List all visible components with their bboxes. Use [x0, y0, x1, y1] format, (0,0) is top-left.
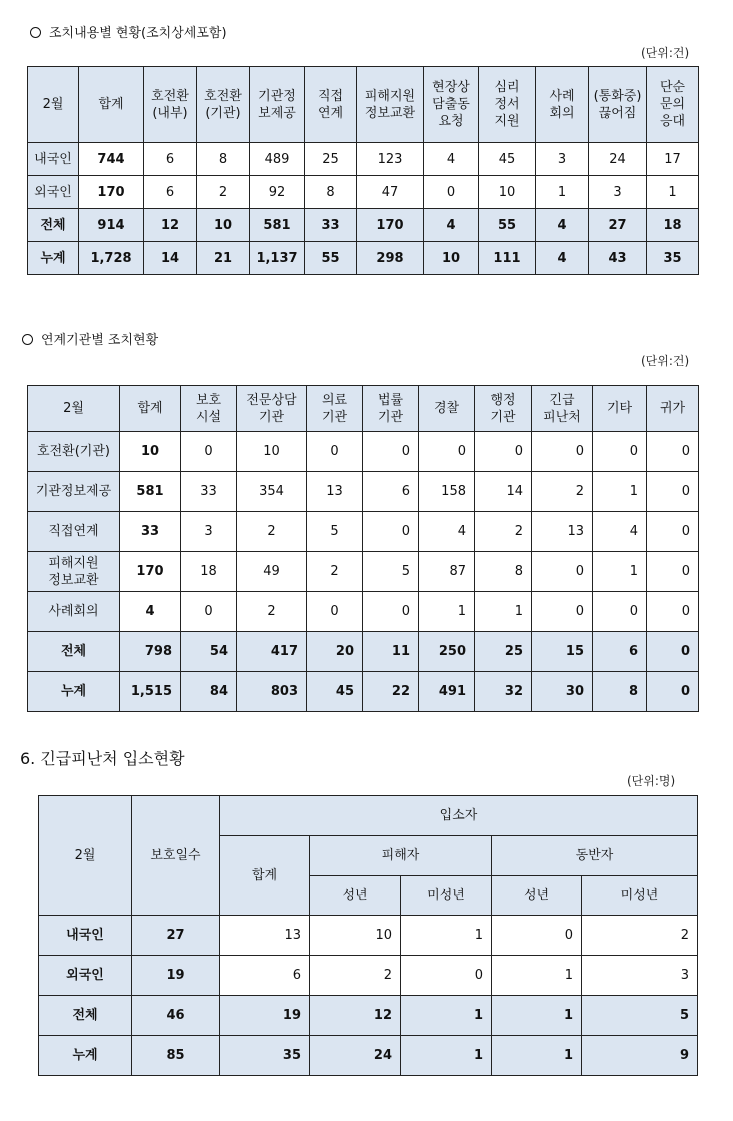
row-label: 내국인 [39, 916, 132, 956]
table-row [39, 956, 698, 996]
table-cell: 0 [363, 592, 419, 632]
table-cell: 2 [532, 472, 593, 512]
table-cell: 4 [424, 143, 479, 176]
cell-total: 744 [79, 143, 144, 176]
table-row [28, 592, 699, 632]
cell-total: 170 [120, 552, 181, 592]
circle-bullet-icon [22, 334, 33, 345]
table-cell: 2 [307, 552, 363, 592]
table-cell: 581 [250, 209, 305, 242]
table-cell: 354 [237, 472, 307, 512]
table-cell: 1 [536, 176, 589, 209]
table-cell: 417 [237, 632, 307, 672]
header-month: 2월 [28, 67, 79, 143]
header-agency-info: 기관정 보제공 [250, 67, 305, 143]
table-cell: 0 [647, 512, 699, 552]
header-emergency-shelter: 긴급 피난처 [532, 386, 593, 432]
section3-unit: (단위:명) [627, 774, 676, 788]
row-label: 외국인 [39, 956, 132, 996]
header-protection-days: 보호일수 [132, 796, 220, 916]
section2-title: 연계기관별 조치현황 [22, 329, 158, 348]
header-disconnected: (통화중) 끊어짐 [589, 67, 647, 143]
cell-days: 46 [132, 996, 220, 1036]
table-cell: 22 [363, 672, 419, 712]
table-cell: 491 [419, 672, 475, 712]
table-cell: 1 [492, 996, 582, 1036]
header-return-home: 귀가 [647, 386, 699, 432]
header-medical: 의료 기관 [307, 386, 363, 432]
table-cell: 33 [305, 209, 357, 242]
table-cell: 19 [220, 996, 310, 1036]
table-cell: 2 [475, 512, 532, 552]
table-cell: 25 [305, 143, 357, 176]
table-cell: 0 [307, 592, 363, 632]
header-counseling: 전문상담 기관 [237, 386, 307, 432]
header-other: 기타 [593, 386, 647, 432]
table-row [39, 1036, 698, 1076]
table-cell: 1 [475, 592, 532, 632]
row-label: 전체 [28, 632, 120, 672]
cell-total: 1,728 [79, 242, 144, 275]
table-cell: 14 [475, 472, 532, 512]
table-cell: 1 [401, 996, 492, 1036]
table-cell: 54 [181, 632, 237, 672]
table-cell: 0 [647, 632, 699, 672]
table-cell: 489 [250, 143, 305, 176]
header-case-meeting: 사례 회의 [536, 67, 589, 143]
row-label: 기관정보제공 [28, 472, 120, 512]
cell-days: 85 [132, 1036, 220, 1076]
circle-bullet-icon [30, 27, 41, 38]
table-cell: 35 [647, 242, 699, 275]
cell-total: 1,515 [120, 672, 181, 712]
header-admitted-total: 합계 [220, 836, 310, 916]
table-row [28, 242, 699, 275]
row-label: 누계 [28, 242, 79, 275]
table-cell: 13 [532, 512, 593, 552]
table-row [28, 143, 699, 176]
table-cell: 55 [305, 242, 357, 275]
table-row [28, 176, 699, 209]
header-field-dispatch: 현장상 담출동 요청 [424, 67, 479, 143]
table-cell: 6 [220, 956, 310, 996]
table-cell: 12 [144, 209, 197, 242]
table-cell: 13 [220, 916, 310, 956]
row-label: 호전환(기관) [28, 432, 120, 472]
table-cell: 0 [492, 916, 582, 956]
table-cell: 18 [181, 552, 237, 592]
header-companion-adult: 성년 [492, 876, 582, 916]
table-cell: 11 [363, 632, 419, 672]
table-row [28, 512, 699, 552]
header-victim: 피해자 [310, 836, 492, 876]
cell-total: 4 [120, 592, 181, 632]
table-cell: 13 [307, 472, 363, 512]
table-cell: 0 [647, 672, 699, 712]
table-header-row [39, 796, 698, 836]
table-cell: 2 [237, 592, 307, 632]
cell-total: 914 [79, 209, 144, 242]
table-cell: 2 [237, 512, 307, 552]
table-cell: 0 [419, 432, 475, 472]
table-cell: 158 [419, 472, 475, 512]
header-victim-adult: 성년 [310, 876, 401, 916]
table-cell: 1 [492, 1036, 582, 1076]
table-cell: 0 [181, 432, 237, 472]
cell-days: 19 [132, 956, 220, 996]
table-cell: 33 [181, 472, 237, 512]
table-cell: 5 [363, 552, 419, 592]
table-cell: 1 [401, 916, 492, 956]
table-cell: 20 [307, 632, 363, 672]
table-cell: 9 [582, 1036, 698, 1076]
header-admin: 행정 기관 [475, 386, 532, 432]
table-cell: 0 [401, 956, 492, 996]
table-cell: 0 [593, 592, 647, 632]
table-cell: 1 [647, 176, 699, 209]
table-cell: 5 [307, 512, 363, 552]
table-cell: 0 [363, 512, 419, 552]
row-label: 피해지원 정보교환 [28, 552, 120, 592]
table-cell: 1,137 [250, 242, 305, 275]
row-label: 내국인 [28, 143, 79, 176]
table-row [39, 996, 698, 1036]
table-cell: 21 [197, 242, 250, 275]
header-victim-support-info: 피해지원 정보교환 [357, 67, 424, 143]
table-cell: 1 [593, 472, 647, 512]
cell-days: 27 [132, 916, 220, 956]
row-label: 직접연계 [28, 512, 120, 552]
header-month: 2월 [39, 796, 132, 916]
table-cell: 8 [197, 143, 250, 176]
table-row [28, 209, 699, 242]
table-cell: 1 [492, 956, 582, 996]
table-cell: 0 [307, 432, 363, 472]
table-cell: 10 [424, 242, 479, 275]
table-cell: 0 [647, 472, 699, 512]
table-row [39, 916, 698, 956]
table-cell: 3 [582, 956, 698, 996]
table-cell: 47 [357, 176, 424, 209]
table-cell: 4 [424, 209, 479, 242]
agency-link-table [27, 385, 699, 712]
table-cell: 6 [144, 143, 197, 176]
table-row [28, 552, 699, 592]
table-cell: 3 [536, 143, 589, 176]
table-cell: 24 [310, 1036, 401, 1076]
table-cell: 12 [310, 996, 401, 1036]
table-cell: 87 [419, 552, 475, 592]
header-victim-minor: 미성년 [401, 876, 492, 916]
table-cell: 0 [647, 552, 699, 592]
table-cell: 170 [357, 209, 424, 242]
table-cell: 45 [479, 143, 536, 176]
table-cell: 84 [181, 672, 237, 712]
header-police: 경찰 [419, 386, 475, 432]
table-cell: 43 [589, 242, 647, 275]
header-simple-inquiry: 단순 문의 응대 [647, 67, 699, 143]
table-cell: 10 [237, 432, 307, 472]
table-cell: 803 [237, 672, 307, 712]
table-cell: 24 [589, 143, 647, 176]
cell-total: 33 [120, 512, 181, 552]
table-cell: 18 [647, 209, 699, 242]
header-companion: 동반자 [492, 836, 698, 876]
table-cell: 2 [582, 916, 698, 956]
row-label: 누계 [39, 1036, 132, 1076]
header-month: 2월 [28, 386, 120, 432]
table-cell: 17 [647, 143, 699, 176]
table-cell: 0 [647, 432, 699, 472]
table-cell: 298 [357, 242, 424, 275]
table-cell: 8 [305, 176, 357, 209]
table-cell: 250 [419, 632, 475, 672]
table-row [28, 672, 699, 712]
header-psych-support: 심리 정서 지원 [479, 67, 536, 143]
table-cell: 0 [424, 176, 479, 209]
table-cell: 4 [536, 209, 589, 242]
header-total: 합계 [79, 67, 144, 143]
table-cell: 3 [181, 512, 237, 552]
table-cell: 6 [593, 632, 647, 672]
cell-total: 581 [120, 472, 181, 512]
row-label: 사례회의 [28, 592, 120, 632]
row-label: 전체 [28, 209, 79, 242]
header-transfer-internal: 호전환 (내부) [144, 67, 197, 143]
table-cell: 10 [479, 176, 536, 209]
table-row [28, 472, 699, 512]
table-cell: 6 [363, 472, 419, 512]
table-cell: 5 [582, 996, 698, 1036]
table-cell: 30 [532, 672, 593, 712]
table-cell: 4 [536, 242, 589, 275]
header-transfer-agency: 호전환 (기관) [197, 67, 250, 143]
table-cell: 35 [220, 1036, 310, 1076]
cell-total: 10 [120, 432, 181, 472]
table-cell: 25 [475, 632, 532, 672]
table-cell: 111 [479, 242, 536, 275]
table-cell: 2 [310, 956, 401, 996]
section1-unit: (단위:건) [641, 46, 690, 60]
table-cell: 0 [475, 432, 532, 472]
table-cell: 6 [144, 176, 197, 209]
table-cell: 0 [532, 432, 593, 472]
table-cell: 0 [593, 432, 647, 472]
table-cell: 1 [419, 592, 475, 632]
action-type-table [27, 66, 699, 275]
table-cell: 0 [532, 592, 593, 632]
row-label: 누계 [28, 672, 120, 712]
table-cell: 49 [237, 552, 307, 592]
table-cell: 55 [479, 209, 536, 242]
header-shelter: 보호 시설 [181, 386, 237, 432]
table-cell: 14 [144, 242, 197, 275]
table-cell: 45 [307, 672, 363, 712]
table-cell: 32 [475, 672, 532, 712]
table-cell: 1 [401, 1036, 492, 1076]
shelter-admission-table [38, 795, 698, 1076]
table-cell: 0 [532, 552, 593, 592]
header-direct-link: 직접 연계 [305, 67, 357, 143]
table-cell: 3 [589, 176, 647, 209]
table-cell: 0 [363, 432, 419, 472]
table-cell: 27 [589, 209, 647, 242]
table-cell: 1 [593, 552, 647, 592]
section3-title: 6. 긴급피난처 입소현황 [20, 749, 185, 768]
row-label: 외국인 [28, 176, 79, 209]
table-cell: 8 [475, 552, 532, 592]
table-header-row [28, 67, 699, 143]
table-cell: 0 [181, 592, 237, 632]
table-cell: 0 [647, 592, 699, 632]
row-label: 전체 [39, 996, 132, 1036]
table-cell: 92 [250, 176, 305, 209]
header-legal: 법률 기관 [363, 386, 419, 432]
table-cell: 123 [357, 143, 424, 176]
table-cell: 15 [532, 632, 593, 672]
table-cell: 10 [197, 209, 250, 242]
section2-unit: (단위:건) [641, 354, 690, 368]
table-cell: 2 [197, 176, 250, 209]
table-row [28, 432, 699, 472]
header-companion-minor: 미성년 [582, 876, 698, 916]
table-cell: 4 [419, 512, 475, 552]
cell-total: 170 [79, 176, 144, 209]
table-row [28, 632, 699, 672]
header-total: 합계 [120, 386, 181, 432]
section1-title: 조치내용별 현황(조치상세포함) [30, 22, 227, 41]
header-admitted: 입소자 [220, 796, 698, 836]
table-cell: 8 [593, 672, 647, 712]
table-header-row [28, 386, 699, 432]
table-cell: 10 [310, 916, 401, 956]
table-cell: 4 [593, 512, 647, 552]
cell-total: 798 [120, 632, 181, 672]
